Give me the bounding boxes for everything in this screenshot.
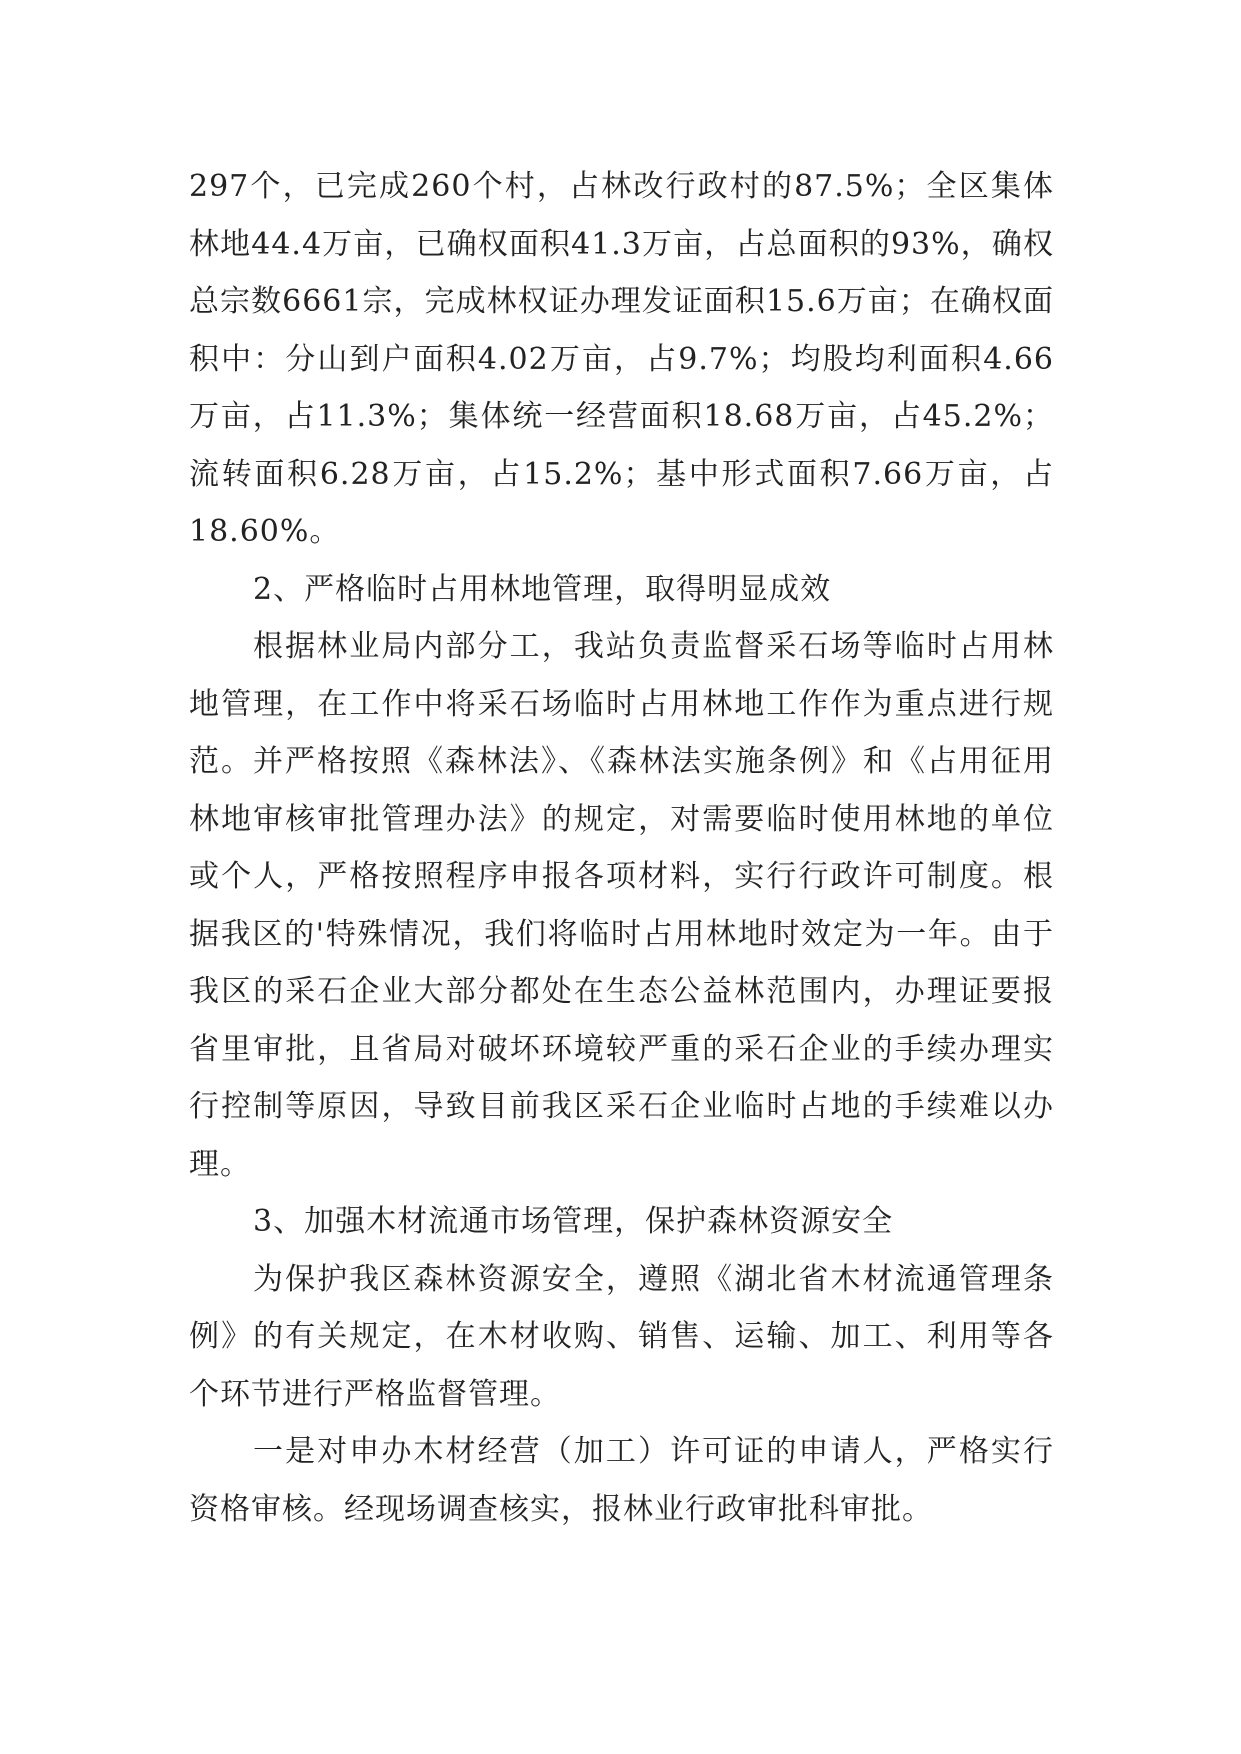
heading-temporary-forest-land: 2、严格临时占用林地管理，取得明显成效	[253, 571, 832, 607]
paragraph-statistics: 297个，已完成260个村，占林改行政村的87.5%；全区集体林地44.4万亩，已确权面积41.3万亩，占总面积的93%，确权总宗数6661宗，完成林权证办理发证面积15.6万亩；在确权面积中：分山到户面积4.02万亩，占9.7%；均股均利面积4.66万亩，占11.3%；集体统一经营面积18.68万亩，占45.2%；流转面积6.28万亩，占15.2%；基中形式面积7.66万亩，占18.60%。	[189, 169, 1054, 549]
paragraph-license-review: 一是对申办木材经营（加工）许可证的申请人，严格实行资格审核。经现场调查核实，报林业行政审批科审批。	[189, 1434, 1054, 1527]
heading-timber-market: 3、加强木材流通市场管理，保护森林资源安全	[253, 1204, 894, 1239]
paragraph-temporary-forest-land: 根据林业局内部分工，我站负责监督采石场等临时占用林地管理，在工作中将采石场临时占用林地工作作为重点进行规范。并严格按照《森林法》、《森林法实施条例》和《占用征用林地审核审批管理办法》的规定，对需要临时使用林地的单位或个人，严格按照程序申报各项材料，实行行政许可制度。根据我区的'特殊情况，我们将临时占用林地时效定为一年。由于我区的采石企业大部分都处在生态公益林范围内，办理证要报省里审批，且省局对破坏环境较严重的采石企业的手续办理实行控制等原因，导致目前我区采石企业临时占地的手续难以办理。	[189, 629, 1054, 1182]
document-body	[189, 158, 1054, 1538]
paragraph-timber-market: 为保护我区森林资源安全，遵照《湖北省木材流通管理条例》的有关规定，在木材收购、销售、运输、加工、利用等各个环节进行严格监督管理。	[189, 1261, 1054, 1412]
